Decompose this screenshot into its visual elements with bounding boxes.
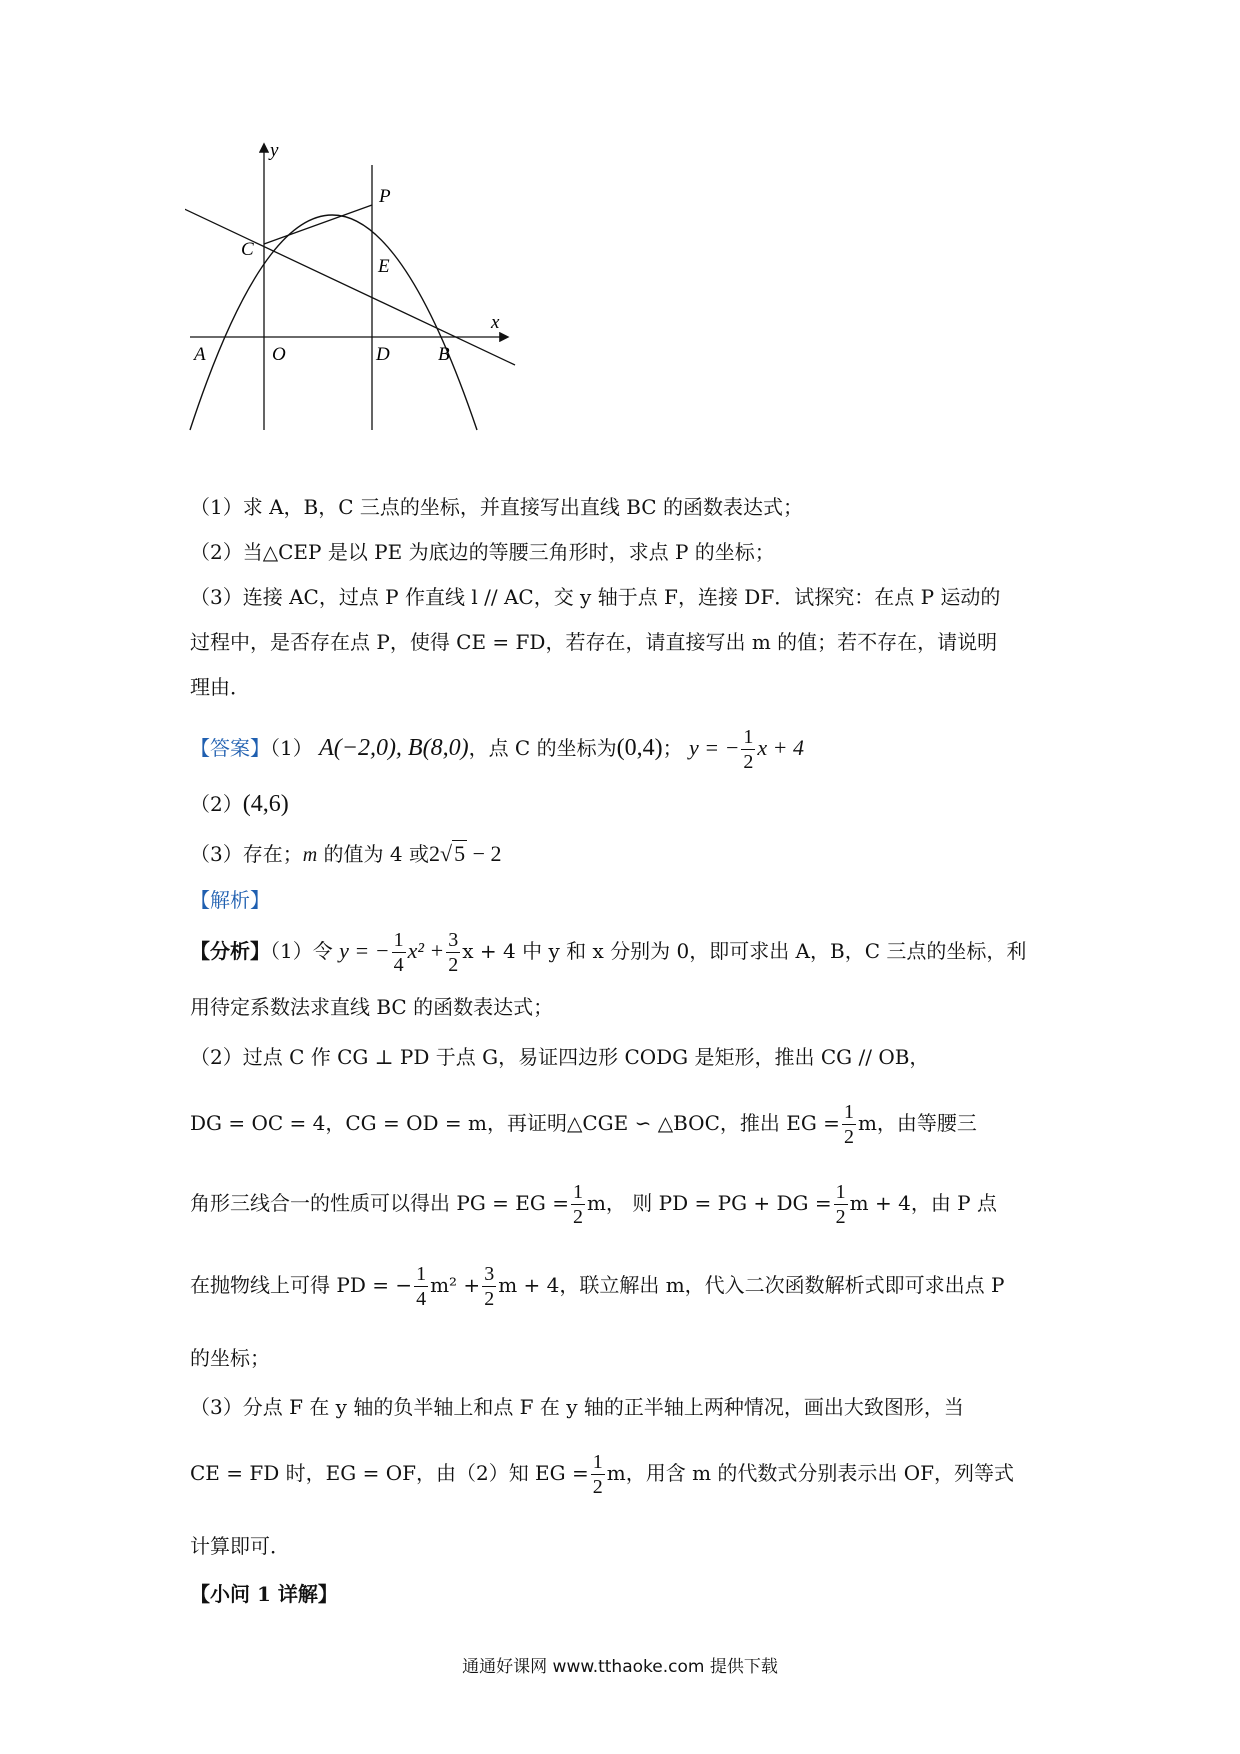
parabola-curve xyxy=(190,215,477,430)
answer-1-fraction xyxy=(741,725,755,774)
p1-x2: x² + xyxy=(407,938,445,963)
frac-den: 4 xyxy=(416,1288,427,1310)
answer-2-prefix: （2） xyxy=(190,792,243,816)
p1-frac-2 xyxy=(446,928,460,977)
frac-den: 2 xyxy=(592,1476,603,1498)
line-bc xyxy=(185,206,515,365)
label-e: E xyxy=(378,256,390,277)
answer-2-value: (4,6) xyxy=(242,791,289,817)
p2l4-frac-2 xyxy=(482,1262,496,1311)
answer-3-prefix: （3）存在； xyxy=(190,842,303,866)
frac-den: 2 xyxy=(743,751,754,773)
frac-num: 3 xyxy=(484,1263,495,1285)
frac-num: 1 xyxy=(393,929,404,951)
p2l4-frac-1 xyxy=(414,1262,428,1311)
label-b: B xyxy=(438,344,450,365)
p2l3-frac-2 xyxy=(834,1180,848,1229)
answer-1-points: A(−2,0), B(8,0) xyxy=(319,735,469,761)
segment-cp xyxy=(264,205,372,244)
frac-den: 2 xyxy=(448,954,459,976)
label-x: x xyxy=(491,312,500,333)
analysis-3-line-1: （3）分点 F 在 y 轴的负半轴上和点 F 在 y 轴的正半轴上两种情况，画出大致图形，当 xyxy=(190,1395,964,1419)
answer-3: （3）存在；m 的值为 4 或2√5 − 2 xyxy=(190,841,502,866)
p2l3-b: m， 则 PD = PG + DG = xyxy=(586,1191,832,1215)
p3l2-b: m，用含 m 的代数式分别表示出 OF，列等式 xyxy=(606,1461,1015,1485)
p2l4-a: 在抛物线上可得 PD = − xyxy=(190,1273,413,1297)
label-o: O xyxy=(272,344,286,365)
analysis-1-line-1 xyxy=(190,920,1070,982)
question-3-line-1: （3）连接 AC，过点 P 作直线 l // AC，交 y 轴于点 F，连接 DF．试探究：在点 P 运动的 xyxy=(190,585,1001,609)
fenxi-tag: 【分析】 xyxy=(190,939,270,963)
answer-3-sqrt: 5 xyxy=(454,841,466,866)
label-a: A xyxy=(194,344,206,365)
question-3-line-3: 理由． xyxy=(190,675,250,699)
p2l2-a: DG = OC = 4，CG = OD = m，再证明△CGE ∽ △BOC，推出 EG = xyxy=(190,1111,840,1135)
label-y: y xyxy=(270,140,279,161)
analysis-tag: 【解析】 xyxy=(190,888,270,912)
answer-2 xyxy=(190,782,1070,826)
p2l3-a: 角形三线合一的性质可以得出 PG = EG = xyxy=(190,1191,569,1215)
answer-tag: 【答案】 xyxy=(190,736,270,760)
analysis-2-line-5: 的坐标； xyxy=(190,1346,270,1370)
frac-num: 1 xyxy=(743,726,754,748)
label-d: D xyxy=(376,344,390,365)
p2l2-b: m，由等腰三 xyxy=(857,1111,977,1135)
p1-prefix: （1）令 xyxy=(270,939,340,963)
frac-den: 4 xyxy=(393,954,404,976)
analysis-2-line-3 xyxy=(190,1172,1070,1234)
question-2: （2）当△CEP 是以 PE 为底边的等腰三角形时，求点 P 的坐标； xyxy=(190,540,775,564)
p3l2-a: CE = FD 时，EG = OF，由（2）知 EG = xyxy=(190,1461,589,1485)
analysis-2-line-2 xyxy=(190,1092,1070,1154)
p3l2-frac xyxy=(591,1450,605,1499)
answer-1-sep: ； xyxy=(662,736,683,760)
answer-1-mid: ，点 C 的坐标为 xyxy=(468,736,617,760)
p1-tail: x + 4 中 y 和 x 分别为 0，即可求出 A，B，C 三点的坐标，利 xyxy=(462,939,1027,963)
answer-1-line-rhs: x + 4 xyxy=(757,735,805,760)
frac-num: 1 xyxy=(592,1451,603,1473)
analysis-2-line-4 xyxy=(190,1254,1070,1316)
answer-3-val-pre: 2 xyxy=(428,841,440,866)
answer-3-text: 的值为 4 或 xyxy=(317,842,429,866)
frac-num: 1 xyxy=(416,1263,427,1285)
frac-num: 1 xyxy=(835,1181,846,1203)
frac-den: 2 xyxy=(835,1206,846,1228)
p2l4-b: m² + xyxy=(430,1273,481,1297)
p2l3-frac-1 xyxy=(571,1180,585,1229)
frac-num: 3 xyxy=(448,929,459,951)
p1-frac-1 xyxy=(392,928,406,977)
p2l4-c: m + 4，联立解出 m，代入二次函数解析式即可求出点 P xyxy=(498,1273,1005,1297)
frac-num: 1 xyxy=(572,1181,583,1203)
answer-1-c: (0,4) xyxy=(616,735,663,761)
analysis-3-line-3: 计算即可． xyxy=(190,1534,290,1558)
analysis-2-line-1: （2）过点 C 作 CG ⊥ PD 于点 G，易证四边形 CODG 是矩形，推出 CG // OB， xyxy=(190,1045,930,1069)
parabola-figure xyxy=(185,140,525,440)
analysis-3-line-2 xyxy=(190,1442,1070,1504)
answer-1-line-lhs: y = − xyxy=(688,735,740,760)
frac-den: 2 xyxy=(572,1206,583,1228)
frac-num: 1 xyxy=(843,1101,854,1123)
label-p: P xyxy=(379,186,391,207)
p2l3-c: m + 4，由 P 点 xyxy=(849,1191,997,1215)
answer-1 xyxy=(190,718,1070,778)
answer-3-val-post: − 2 xyxy=(467,841,502,866)
frac-den: 2 xyxy=(484,1288,495,1310)
question-1: （1）求 A，B，C 三点的坐标，并直接写出直线 BC 的函数表达式； xyxy=(190,495,803,519)
p1-y: y = − xyxy=(339,938,390,963)
page-footer: 通通好课网 www.tthaoke.com 提供下载 xyxy=(462,1657,778,1677)
p2l2-frac xyxy=(842,1100,856,1149)
answer-1-prefix: （1） xyxy=(270,736,313,760)
analysis-1-line-2: 用待定系数法求直线 BC 的函数表达式； xyxy=(190,995,554,1019)
answer-3-m: m xyxy=(302,844,318,866)
question-3-line-2: 过程中，是否存在点 P，使得 CE = FD，若存在，请直接写出 m 的值；若不存在，请说明 xyxy=(190,630,998,654)
label-c: C xyxy=(241,239,254,260)
sub-question-1-heading: 【小问 1 详解】 xyxy=(190,1582,338,1606)
frac-den: 2 xyxy=(843,1126,854,1148)
